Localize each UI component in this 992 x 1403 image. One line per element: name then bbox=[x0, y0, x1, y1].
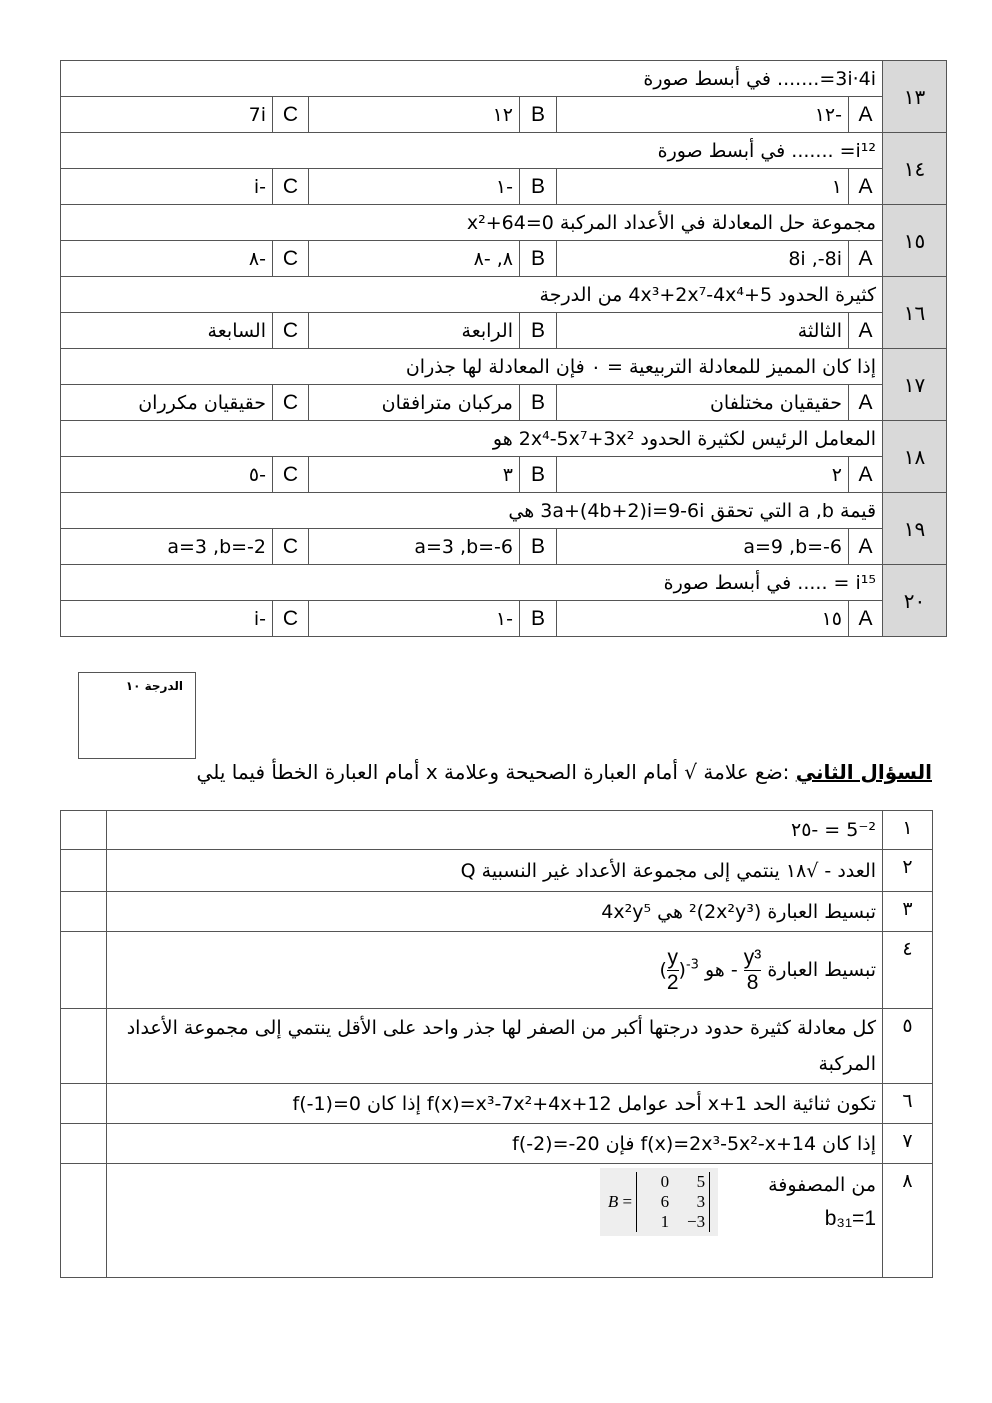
fraction-denominator: 2 bbox=[666, 970, 679, 994]
statement-text: إذا كان f(x)=2x³-5x²-x+14 فإن f(-2)=-20 bbox=[512, 1132, 876, 1155]
option-b-label[interactable]: B bbox=[520, 241, 557, 277]
option-a-label[interactable]: A bbox=[849, 457, 883, 493]
statement-number: ٣ bbox=[883, 892, 933, 932]
answer-cell[interactable] bbox=[61, 1084, 107, 1124]
statement-row bbox=[61, 892, 933, 932]
question-row bbox=[61, 421, 947, 457]
statement-cell bbox=[107, 850, 883, 892]
option-b-value[interactable]: -١ bbox=[309, 601, 520, 637]
options-row bbox=[61, 385, 947, 421]
statement-text: هو bbox=[704, 958, 725, 981]
option-a-label[interactable]: A bbox=[849, 601, 883, 637]
option-c-label[interactable]: C bbox=[273, 601, 309, 637]
matrix-cell: 1 bbox=[660, 1212, 670, 1231]
question-number: ١٨ bbox=[883, 421, 947, 493]
statement-text: تبسيط العبارة bbox=[767, 958, 876, 981]
option-c-label[interactable]: C bbox=[273, 313, 309, 349]
statement-claim: b₃₁=1 bbox=[824, 1207, 876, 1230]
question-number: ١٦ bbox=[883, 277, 947, 349]
option-c-value[interactable]: السابعة bbox=[61, 313, 273, 349]
statement-text: تكون ثنائية الحد x+1 أحد عوامل f(x)=x³-7x²+4x+12 إذا كان f(-1)=0 bbox=[292, 1092, 876, 1115]
option-c-value[interactable]: -i bbox=[61, 601, 273, 637]
option-a-value[interactable]: حقيقيان مختلفان bbox=[557, 385, 849, 421]
question-row bbox=[61, 349, 947, 385]
question-number: ٢٠ bbox=[883, 565, 947, 637]
option-a-label[interactable]: A bbox=[849, 529, 883, 565]
option-b-value[interactable]: ٨, -٨ bbox=[309, 241, 520, 277]
statement-number: ١ bbox=[883, 811, 933, 850]
option-c-label[interactable]: C bbox=[273, 97, 309, 133]
minus-sign: - bbox=[730, 958, 738, 981]
grade-box bbox=[78, 672, 196, 759]
question-row bbox=[61, 61, 947, 97]
statement-cell bbox=[107, 1164, 883, 1278]
option-a-value[interactable]: 8i ,-8i bbox=[557, 241, 849, 277]
answer-cell[interactable] bbox=[61, 932, 107, 1009]
option-a-value[interactable]: ١ bbox=[557, 169, 849, 205]
option-b-label[interactable]: B bbox=[520, 457, 557, 493]
option-b-value[interactable]: ٣ bbox=[309, 457, 520, 493]
option-a-label[interactable]: A bbox=[849, 241, 883, 277]
options-row bbox=[61, 241, 947, 277]
question-row bbox=[61, 205, 947, 241]
statement-text: تبسيط العبارة (2x²y³)² هي 4x²y⁵ bbox=[601, 900, 876, 923]
statement-row bbox=[61, 1009, 933, 1084]
statement-number: ٦ bbox=[883, 1084, 933, 1124]
option-a-label[interactable]: A bbox=[849, 169, 883, 205]
matrix-cell: 0 bbox=[660, 1172, 670, 1191]
fraction-denominator: 8 bbox=[746, 970, 759, 994]
answer-cell[interactable] bbox=[61, 892, 107, 932]
statement-text: العدد - √١٨ ينتمي إلى مجموعة الأعداد غير النسبية Q bbox=[460, 859, 876, 882]
matrix-b: B = 0 5 6 3 1 −3 bbox=[600, 1168, 718, 1236]
matrix-cell: 3 bbox=[696, 1192, 706, 1211]
options-row bbox=[61, 529, 947, 565]
option-b-value[interactable]: -١ bbox=[309, 169, 520, 205]
exponent: -3 bbox=[685, 957, 699, 973]
option-c-label[interactable]: C bbox=[273, 457, 309, 493]
multiple-choice-table bbox=[60, 60, 947, 637]
statement-number: ٥ bbox=[883, 1009, 933, 1084]
option-b-label[interactable]: B bbox=[520, 601, 557, 637]
option-c-label[interactable]: C bbox=[273, 169, 309, 205]
statement-row bbox=[61, 850, 933, 892]
question-number: ١٧ bbox=[883, 349, 947, 421]
statement-cell bbox=[107, 1009, 883, 1084]
statement-cell bbox=[107, 892, 883, 932]
option-b-value[interactable]: ١٢ bbox=[309, 97, 520, 133]
question-prompt: مجموعة حل المعادلة في الأعداد المركبة x²+64=0 bbox=[61, 205, 883, 241]
option-b-label[interactable]: B bbox=[520, 169, 557, 205]
option-a-value[interactable]: -١٢ bbox=[557, 97, 849, 133]
option-c-value[interactable]: حقيقيان مكرران bbox=[61, 385, 273, 421]
statement-row bbox=[61, 932, 933, 1009]
statement-row bbox=[61, 1164, 933, 1278]
fraction-result bbox=[744, 946, 762, 995]
option-c-value[interactable]: 7i bbox=[61, 97, 273, 133]
option-b-value[interactable]: الرابعة bbox=[309, 313, 520, 349]
question-number: ١٥ bbox=[883, 205, 947, 277]
option-b-label[interactable]: B bbox=[520, 385, 557, 421]
statement-number: ٢ bbox=[883, 850, 933, 892]
option-a-label[interactable]: A bbox=[849, 97, 883, 133]
statement-number: ٤ bbox=[883, 932, 933, 1009]
question-number: ١٣ bbox=[883, 61, 947, 133]
option-a-label[interactable]: A bbox=[849, 313, 883, 349]
statement-number: ٧ bbox=[883, 1124, 933, 1164]
option-c-value[interactable]: -٥ bbox=[61, 457, 273, 493]
option-c-label[interactable]: C bbox=[273, 385, 309, 421]
statement-cell bbox=[107, 811, 883, 850]
question-two-title: السؤال الثاني bbox=[795, 760, 932, 784]
question-number: ١٩ bbox=[883, 493, 947, 565]
question-two-instruction: :ضع علامة √ أمام العبارة الصحيحة وعلامة x أمام العبارة الخطأ فيما يلي bbox=[196, 760, 790, 784]
statement-cell bbox=[107, 1084, 883, 1124]
matrix-cell: 6 bbox=[660, 1192, 670, 1211]
options-row bbox=[61, 97, 947, 133]
statement-text: 5⁻² = -٢٥ bbox=[790, 819, 876, 841]
option-c-value[interactable]: -i bbox=[61, 169, 273, 205]
true-false-table bbox=[60, 810, 933, 1278]
statement-number: ٨ bbox=[883, 1164, 933, 1278]
question-row bbox=[61, 493, 947, 529]
option-a-value[interactable]: ١٥ bbox=[557, 601, 849, 637]
option-c-value[interactable]: -٨ bbox=[61, 241, 273, 277]
question-prompt: المعامل الرئيس لكثيرة الحدود 2x⁴-5x⁷+3x² هو bbox=[61, 421, 883, 457]
options-row bbox=[61, 457, 947, 493]
question-prompt: إذا كان المميز للمعادلة التربيعية = ٠ فإن المعادلة لها جذران bbox=[61, 349, 883, 385]
statement-row bbox=[61, 1124, 933, 1164]
option-b-label[interactable]: B bbox=[520, 97, 557, 133]
option-c-value[interactable]: a=3 ,b=-2 bbox=[61, 529, 273, 565]
option-a-value[interactable]: الثالثة bbox=[557, 313, 849, 349]
matrix-cell: −3 bbox=[687, 1212, 706, 1231]
option-c-label[interactable]: C bbox=[273, 241, 309, 277]
question-row bbox=[61, 277, 947, 313]
option-b-label[interactable]: B bbox=[520, 313, 557, 349]
options-row bbox=[61, 601, 947, 637]
answer-cell[interactable] bbox=[61, 850, 107, 892]
question-prompt: i¹²= ....... في أبسط صورة bbox=[61, 133, 883, 169]
matrix-name: B bbox=[607, 1192, 619, 1211]
answer-cell[interactable] bbox=[61, 1009, 107, 1084]
answer-cell[interactable] bbox=[61, 1164, 107, 1278]
question-prompt: 3i·4i=....... في أبسط صورة bbox=[61, 61, 883, 97]
statement-cell: تبسيط العبارة - $\frac{\text{y³}}{8}$ هو ( $\frac{y}{2}$ )$^{-3}$ bbox=[107, 932, 883, 1009]
question-two-heading bbox=[197, 760, 932, 784]
grade-label: الدرجة ١٠ bbox=[125, 679, 183, 693]
option-a-value[interactable]: ٢ bbox=[557, 457, 849, 493]
option-b-value[interactable]: مركبان مترافقان bbox=[309, 385, 520, 421]
matrix-cell: 5 bbox=[696, 1172, 706, 1191]
statement-row bbox=[61, 811, 933, 850]
fraction-numerator: y³ bbox=[743, 945, 762, 969]
question-prompt: i¹⁵ = ..... في أبسط صورة bbox=[61, 565, 883, 601]
answer-cell[interactable] bbox=[61, 811, 107, 850]
fraction-numerator: y bbox=[667, 945, 678, 969]
option-b-value[interactable]: a=3 ,b=-6 bbox=[309, 529, 520, 565]
options-row bbox=[61, 169, 947, 205]
question-prompt: كثيرة الحدود 4x³+2x⁷-4x⁴+5 من الدرجة bbox=[61, 277, 883, 313]
question-row bbox=[61, 565, 947, 601]
fraction-base bbox=[667, 946, 679, 995]
option-b-label[interactable]: B bbox=[520, 529, 557, 565]
question-row bbox=[61, 133, 947, 169]
statement-cell bbox=[107, 1124, 883, 1164]
options-row bbox=[61, 313, 947, 349]
option-c-label[interactable]: C bbox=[273, 529, 309, 565]
statement-text: كل معادلة كثيرة حدود درجتها أكبر من الصفر لها جذر واحد على الأقل ينتمي إلى مجموعة الأعداد المركبة bbox=[126, 1017, 876, 1075]
option-a-value[interactable]: a=9 ,b=-6 bbox=[557, 529, 849, 565]
statement-row bbox=[61, 1084, 933, 1124]
question-number: ١٤ bbox=[883, 133, 947, 205]
answer-cell[interactable] bbox=[61, 1124, 107, 1164]
statement-text: من المصفوفة bbox=[768, 1174, 876, 1196]
question-prompt: قيمة a ,b التي تحقق 3a+(4b+2)i=9-6i هي bbox=[61, 493, 883, 529]
option-a-label[interactable]: A bbox=[849, 385, 883, 421]
